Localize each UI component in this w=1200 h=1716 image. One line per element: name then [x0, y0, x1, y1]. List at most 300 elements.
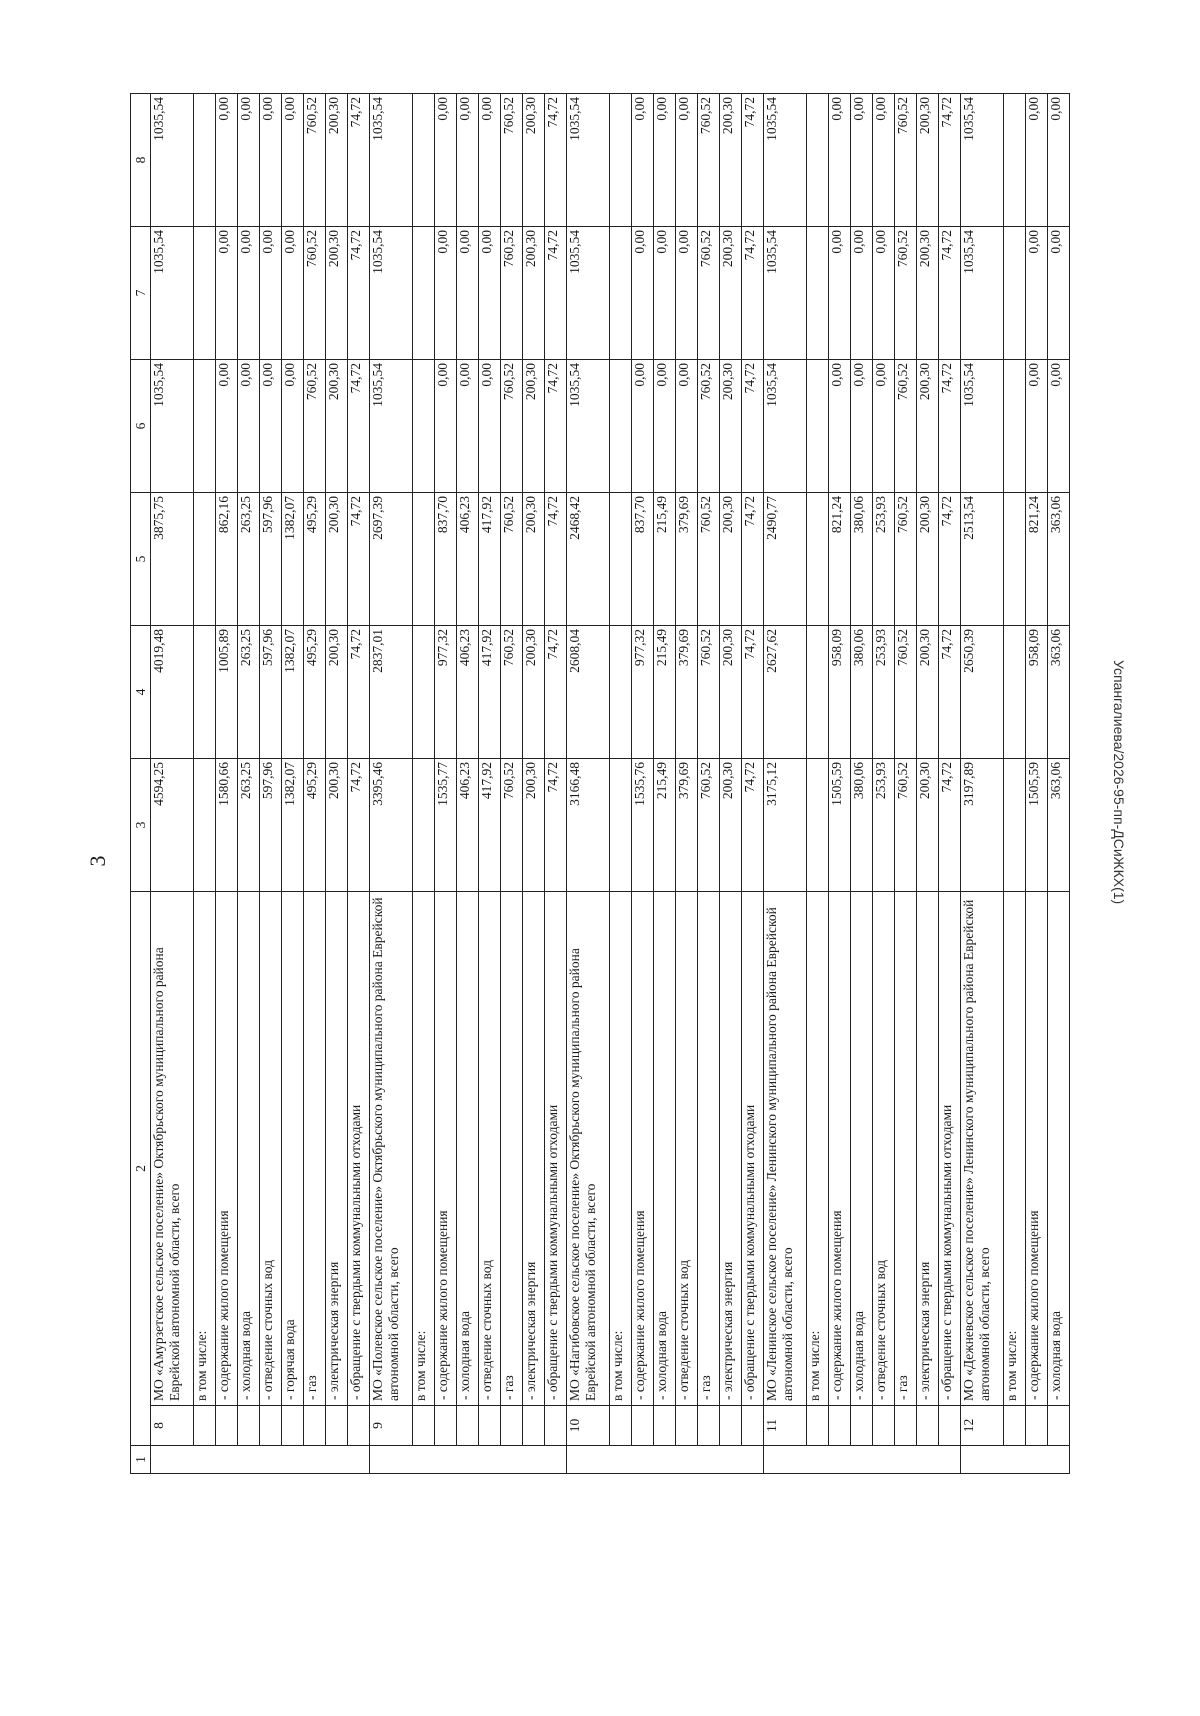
service-label: - отведение сточных вод [676, 892, 698, 1406]
municipality-name: МО «Нагибовское сельское поселение» Октябрьского муниципального района Еврейской автономной области, всего [567, 892, 610, 1406]
service-row [829, 94, 851, 1474]
service-value: 0,00 [435, 360, 457, 493]
service-value: 74,72 [939, 227, 961, 360]
service-label: - обращение с твердыми коммунальными отходами [545, 892, 567, 1406]
empty-cell [742, 1406, 764, 1446]
service-row [676, 94, 698, 1474]
service-value: 200,30 [720, 227, 742, 360]
subheading-row [413, 94, 435, 1474]
service-value: 200,30 [720, 759, 742, 892]
municipality-name: МО «Амурзетское сельское поселение» Октябрьского муниципального района Еврейской автономной области, всего [151, 892, 194, 1406]
empty-cell [194, 1406, 216, 1446]
service-value: 200,30 [523, 227, 545, 360]
service-value: 0,00 [216, 227, 238, 360]
document-footer-code: Успангалиева/2026-95-пп-ДСиЖКХ(1) [1111, 660, 1127, 905]
service-value: 74,72 [348, 759, 370, 892]
service-value: 74,72 [348, 493, 370, 626]
empty-cell [807, 1406, 829, 1446]
empty-cell [501, 1406, 523, 1446]
empty-cell [413, 759, 435, 892]
service-label: - отведение сточных вод [260, 892, 282, 1406]
empty-cell [413, 227, 435, 360]
service-value: 74,72 [742, 626, 764, 759]
service-value: 200,30 [917, 360, 939, 493]
service-row [939, 94, 961, 1474]
service-value: 379,69 [676, 626, 698, 759]
empty-cell [194, 94, 216, 227]
service-value: 0,00 [479, 227, 501, 360]
service-label: - обращение с твердыми коммунальными отходами [348, 892, 370, 1406]
subheading-row [1004, 94, 1026, 1474]
total-value: 1035,54 [151, 360, 194, 493]
service-value: 200,30 [523, 759, 545, 892]
service-value: 760,52 [698, 227, 720, 360]
empty-cell [194, 759, 216, 892]
empty-cell [698, 1406, 720, 1446]
service-value: 760,52 [501, 626, 523, 759]
column-header: 7 [131, 227, 151, 360]
service-row [238, 94, 260, 1474]
service-value: 0,00 [676, 360, 698, 493]
service-label: - обращение с твердыми коммунальными отходами [939, 892, 961, 1406]
municipality-name: МО «Полевское сельское поселение» Октябрьского муниципального района Еврейской автономной области, всего [370, 892, 413, 1406]
service-label: - холодная вода [851, 892, 873, 1406]
service-value: 215,49 [654, 626, 676, 759]
empty-cell [216, 1406, 238, 1446]
service-value: 1535,77 [435, 759, 457, 892]
service-value: 263,25 [238, 626, 260, 759]
service-label: - содержание жилого помещения [435, 892, 457, 1406]
empty-cell [545, 1406, 567, 1446]
empty-cell [917, 1406, 939, 1446]
total-value: 1035,54 [764, 94, 807, 227]
row-number: 10 [567, 1406, 610, 1446]
service-value: 0,00 [1048, 227, 1070, 360]
service-value: 0,00 [829, 227, 851, 360]
service-value: 74,72 [939, 759, 961, 892]
service-value: 215,49 [654, 759, 676, 892]
total-value: 2650,39 [961, 626, 1004, 759]
service-value: 0,00 [457, 94, 479, 227]
service-value: 0,00 [1048, 94, 1070, 227]
total-value: 2627,62 [764, 626, 807, 759]
municipality-total-row [370, 94, 413, 1474]
service-value: 215,49 [654, 493, 676, 626]
empty-cell [1026, 1406, 1048, 1446]
service-row [742, 94, 764, 1474]
total-value: 3166,48 [567, 759, 610, 892]
empty-cell [1004, 759, 1026, 892]
service-value: 200,30 [917, 227, 939, 360]
municipality-total-row [764, 94, 807, 1474]
empty-cell [1048, 1406, 1070, 1446]
service-value: 760,52 [501, 94, 523, 227]
empty-cell [413, 493, 435, 626]
service-value: 200,30 [917, 94, 939, 227]
service-label: - газ [895, 892, 917, 1406]
service-value: 417,92 [479, 759, 501, 892]
service-value: 0,00 [238, 227, 260, 360]
service-value: 760,52 [895, 493, 917, 626]
empty-cell [610, 626, 632, 759]
service-value: 0,00 [654, 94, 676, 227]
service-row [348, 94, 370, 1474]
service-value: 0,00 [632, 94, 654, 227]
service-value: 0,00 [873, 360, 895, 493]
service-value: 406,23 [457, 493, 479, 626]
service-row [260, 94, 282, 1474]
service-row [917, 94, 939, 1474]
service-value: 0,00 [260, 227, 282, 360]
service-value: 200,30 [326, 360, 348, 493]
total-value: 1035,54 [370, 227, 413, 360]
service-value: 0,00 [851, 360, 873, 493]
service-value: 760,52 [304, 227, 326, 360]
service-row [698, 94, 720, 1474]
service-value: 253,93 [873, 759, 895, 892]
service-value: 406,23 [457, 759, 479, 892]
service-value: 200,30 [523, 626, 545, 759]
service-value: 0,00 [829, 94, 851, 227]
service-value: 74,72 [348, 94, 370, 227]
column-number-row [131, 94, 151, 1474]
service-value: 760,52 [895, 94, 917, 227]
service-value: 74,72 [742, 360, 764, 493]
total-value: 2468,42 [567, 493, 610, 626]
service-row [895, 94, 917, 1474]
service-value: 200,30 [917, 626, 939, 759]
service-value: 495,29 [304, 759, 326, 892]
subheading-label: в том числе: [1004, 892, 1026, 1406]
service-value: 495,29 [304, 626, 326, 759]
empty-cell [1004, 626, 1026, 759]
total-value: 3875,75 [151, 493, 194, 626]
service-value: 0,00 [873, 94, 895, 227]
column-header: 2 [131, 892, 151, 1446]
service-label: - отведение сточных вод [873, 892, 895, 1406]
service-label: - содержание жилого помещения [632, 892, 654, 1406]
subheading-label: в том числе: [807, 892, 829, 1406]
service-value: 74,72 [939, 360, 961, 493]
service-row [282, 94, 304, 1474]
page-number: 3 [85, 855, 110, 867]
service-row [632, 94, 654, 1474]
empty-cell [413, 1406, 435, 1446]
total-value: 1035,54 [370, 360, 413, 493]
service-label: - холодная вода [457, 892, 479, 1406]
service-value: 977,32 [435, 626, 457, 759]
empty-cell [764, 1446, 961, 1474]
service-value: 200,30 [326, 626, 348, 759]
service-value: 263,25 [238, 759, 260, 892]
total-value: 1035,54 [567, 360, 610, 493]
empty-cell [413, 94, 435, 227]
service-value: 821,24 [829, 493, 851, 626]
empty-cell [829, 1406, 851, 1446]
service-value: 200,30 [326, 227, 348, 360]
service-value: 74,72 [939, 94, 961, 227]
empty-cell [610, 493, 632, 626]
service-value: 760,52 [501, 759, 523, 892]
column-header: 6 [131, 360, 151, 493]
service-value: 0,00 [282, 94, 304, 227]
service-row [545, 94, 567, 1474]
empty-cell [610, 94, 632, 227]
service-value: 380,06 [851, 626, 873, 759]
service-value: 597,96 [260, 759, 282, 892]
service-value: 1580,66 [216, 759, 238, 892]
service-value: 0,00 [1026, 94, 1048, 227]
service-value: 1505,59 [829, 759, 851, 892]
total-value: 1035,54 [567, 227, 610, 360]
service-value: 760,52 [304, 360, 326, 493]
service-value: 0,00 [238, 360, 260, 493]
service-value: 200,30 [720, 493, 742, 626]
service-row [654, 94, 676, 1474]
total-value: 3197,89 [961, 759, 1004, 892]
row-number: 9 [370, 1406, 413, 1446]
service-value: 363,06 [1048, 493, 1070, 626]
service-label: - обращение с твердыми коммунальными отходами [742, 892, 764, 1406]
empty-cell [939, 1406, 961, 1446]
service-label: - газ [304, 892, 326, 1406]
service-value: 495,29 [304, 493, 326, 626]
service-value: 200,30 [917, 759, 939, 892]
service-value: 0,00 [282, 360, 304, 493]
empty-cell [807, 227, 829, 360]
service-value: 0,00 [1048, 360, 1070, 493]
service-value: 0,00 [216, 360, 238, 493]
service-value: 200,30 [917, 493, 939, 626]
service-label: - холодная вода [654, 892, 676, 1406]
total-value: 2513,54 [961, 493, 1004, 626]
total-value: 1035,54 [961, 94, 1004, 227]
empty-cell [961, 1446, 1070, 1474]
service-value: 0,00 [457, 360, 479, 493]
empty-cell [632, 1406, 654, 1446]
municipality-total-row [151, 94, 194, 1474]
service-value: 200,30 [523, 360, 545, 493]
service-value: 200,30 [326, 94, 348, 227]
service-value: 821,24 [1026, 493, 1048, 626]
service-label: - содержание жилого помещения [829, 892, 851, 1406]
service-label: - электрическая энергия [523, 892, 545, 1406]
service-value: 74,72 [939, 493, 961, 626]
total-value: 2490,77 [764, 493, 807, 626]
subheading-row [807, 94, 829, 1474]
subheading-label: в том числе: [610, 892, 632, 1406]
total-value: 1035,54 [151, 227, 194, 360]
service-value: 760,52 [698, 94, 720, 227]
empty-cell [523, 1406, 545, 1446]
service-label: - содержание жилого помещения [216, 892, 238, 1406]
service-value: 74,72 [545, 360, 567, 493]
service-row [216, 94, 238, 1474]
service-value: 253,93 [873, 493, 895, 626]
empty-cell [238, 1406, 260, 1446]
service-value: 74,72 [545, 759, 567, 892]
municipality-total-row [961, 94, 1004, 1474]
empty-cell [326, 1406, 348, 1446]
empty-cell [873, 1406, 895, 1446]
empty-cell [654, 1406, 676, 1446]
total-value: 1035,54 [961, 360, 1004, 493]
service-value: 0,00 [873, 227, 895, 360]
empty-cell [282, 1406, 304, 1446]
empty-cell [567, 1446, 764, 1474]
total-value: 4019,48 [151, 626, 194, 759]
service-value: 417,92 [479, 626, 501, 759]
service-value: 0,00 [829, 360, 851, 493]
tariff-table-wrapper [130, 94, 1090, 1474]
subheading-label: в том числе: [413, 892, 435, 1406]
service-value: 760,52 [895, 626, 917, 759]
total-value: 1035,54 [370, 94, 413, 227]
service-value: 0,00 [216, 94, 238, 227]
service-value: 1382,07 [282, 759, 304, 892]
service-value: 0,00 [260, 360, 282, 493]
service-value: 760,52 [501, 360, 523, 493]
row-number: 12 [961, 1406, 1004, 1446]
service-value: 200,30 [720, 626, 742, 759]
empty-cell [304, 1406, 326, 1446]
municipality-total-row [567, 94, 610, 1474]
total-value: 1035,54 [961, 227, 1004, 360]
empty-cell [370, 1446, 567, 1474]
service-value: 0,00 [632, 360, 654, 493]
service-value: 760,52 [895, 360, 917, 493]
empty-cell [1004, 493, 1026, 626]
service-value: 200,30 [523, 493, 545, 626]
service-value: 597,96 [260, 493, 282, 626]
empty-cell [194, 493, 216, 626]
service-value: 200,30 [326, 759, 348, 892]
empty-cell [676, 1406, 698, 1446]
row-number: 8 [151, 1406, 194, 1446]
service-value: 417,92 [479, 493, 501, 626]
service-row [523, 94, 545, 1474]
service-value: 0,00 [260, 94, 282, 227]
service-label: - содержание жилого помещения [1026, 892, 1048, 1406]
service-value: 0,00 [632, 227, 654, 360]
empty-cell [194, 360, 216, 493]
service-value: 74,72 [545, 626, 567, 759]
service-value: 0,00 [851, 94, 873, 227]
service-row [851, 94, 873, 1474]
municipality-name: МО «Дежневское сельское поселение» Ленинского муниципального района Еврейской автономной области, всего [961, 892, 1004, 1406]
service-label: - холодная вода [1048, 892, 1070, 1406]
service-value: 379,69 [676, 759, 698, 892]
service-label: - электрическая энергия [326, 892, 348, 1406]
subheading-label: в том числе: [194, 892, 216, 1406]
total-value: 2608,04 [567, 626, 610, 759]
total-value: 2837,01 [370, 626, 413, 759]
total-value: 3395,46 [370, 759, 413, 892]
service-value: 0,00 [676, 227, 698, 360]
service-value: 597,96 [260, 626, 282, 759]
column-header: 3 [131, 759, 151, 892]
service-value: 406,23 [457, 626, 479, 759]
empty-cell [610, 1406, 632, 1446]
service-value: 253,93 [873, 626, 895, 759]
service-value: 1535,76 [632, 759, 654, 892]
empty-cell [479, 1406, 501, 1446]
service-value: 74,72 [742, 227, 764, 360]
service-value: 760,52 [304, 94, 326, 227]
empty-cell [807, 94, 829, 227]
service-value: 74,72 [742, 94, 764, 227]
service-value: 1005,89 [216, 626, 238, 759]
empty-cell [807, 360, 829, 493]
column-header: 4 [131, 626, 151, 759]
service-value: 837,70 [632, 493, 654, 626]
empty-cell [260, 1406, 282, 1446]
table-body [151, 94, 1070, 1474]
empty-cell [435, 1406, 457, 1446]
service-label: - горячая вода [282, 892, 304, 1406]
empty-cell [610, 360, 632, 493]
service-value: 760,52 [698, 759, 720, 892]
subheading-row [194, 94, 216, 1474]
service-value: 977,32 [632, 626, 654, 759]
service-value: 0,00 [851, 227, 873, 360]
empty-cell [720, 1406, 742, 1446]
service-value: 0,00 [282, 227, 304, 360]
service-label: - отведение сточных вод [479, 892, 501, 1406]
service-value: 760,52 [895, 227, 917, 360]
column-header: 8 [131, 94, 151, 227]
subheading-row [610, 94, 632, 1474]
total-value: 2697,39 [370, 493, 413, 626]
service-value: 380,06 [851, 759, 873, 892]
empty-cell [610, 759, 632, 892]
empty-cell [807, 493, 829, 626]
total-value: 1035,54 [764, 227, 807, 360]
service-value: 0,00 [1026, 227, 1048, 360]
service-value: 760,52 [501, 227, 523, 360]
service-value: 760,52 [895, 759, 917, 892]
service-row [1026, 94, 1048, 1474]
service-value: 74,72 [348, 626, 370, 759]
service-value: 0,00 [1026, 360, 1048, 493]
service-value: 0,00 [435, 94, 457, 227]
empty-cell [457, 1406, 479, 1446]
service-row [1048, 94, 1070, 1474]
service-value: 1382,07 [282, 493, 304, 626]
empty-cell [348, 1406, 370, 1446]
service-row [479, 94, 501, 1474]
service-value: 0,00 [676, 94, 698, 227]
service-value: 760,52 [501, 493, 523, 626]
service-value: 0,00 [479, 94, 501, 227]
service-label: - газ [501, 892, 523, 1406]
service-value: 862,16 [216, 493, 238, 626]
service-value: 74,72 [348, 360, 370, 493]
service-value: 74,72 [545, 94, 567, 227]
service-value: 380,06 [851, 493, 873, 626]
service-value: 760,52 [698, 360, 720, 493]
service-value: 74,72 [545, 493, 567, 626]
municipality-name: МО «Ленинское сельское поселение» Ленинского муниципального района Еврейской автономной области, всего [764, 892, 807, 1406]
empty-cell [194, 626, 216, 759]
service-row [720, 94, 742, 1474]
service-row [326, 94, 348, 1474]
service-value: 1382,07 [282, 626, 304, 759]
service-value: 363,06 [1048, 759, 1070, 892]
empty-cell [895, 1406, 917, 1446]
empty-cell [1004, 94, 1026, 227]
service-label: - электрическая энергия [720, 892, 742, 1406]
